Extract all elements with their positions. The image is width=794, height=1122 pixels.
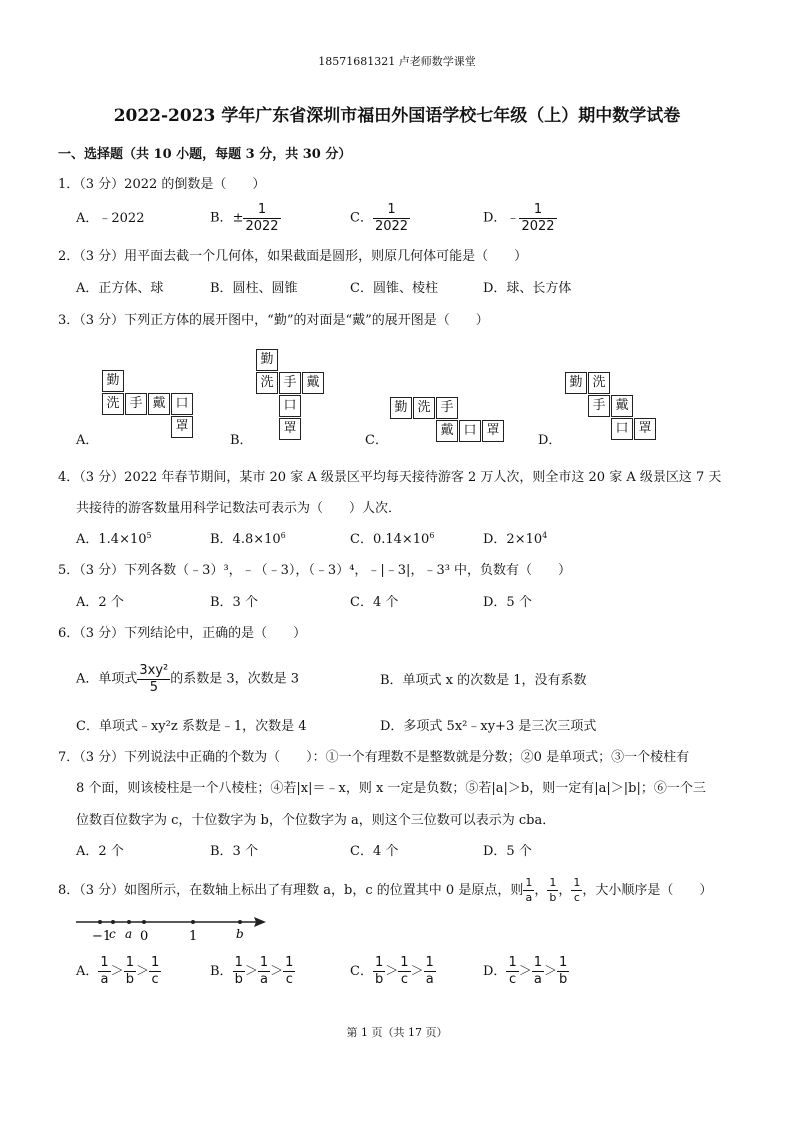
q8-option-d: D． $\frac{1}{c}$ ＞ $\frac{1}{a}$ ＞ $\frac{1}{b}$ xyxy=(483,954,568,987)
page-header: 18571681321 卢老师数学课堂 xyxy=(318,55,476,68)
q6-option-b: B．单项式 x 的次数是 1，没有系数 xyxy=(380,673,587,688)
q7-option-b: B．3 个 xyxy=(210,844,258,859)
question-4-line-2: 共接待的游客数量用科学记数法可表示为（ ）人次． xyxy=(76,501,402,516)
net-cell: 口 xyxy=(611,418,633,440)
q7-option-a: A．2 个 xyxy=(76,844,124,859)
net-cell: 罩 xyxy=(634,418,656,440)
q3-option-a: A． xyxy=(76,433,99,448)
net-cell: 罩 xyxy=(279,418,301,440)
q5-option-a: A．2 个 xyxy=(76,595,124,610)
q2-option-a: A．正方体、球 xyxy=(76,281,164,296)
question-7-line-1: 7．（3 分）下列说法中正确的个数为（ ）：①一个有理数不是整数就是分数；②0 是单项式；③一个棱柱有 xyxy=(58,750,690,765)
net-cell: 口 xyxy=(459,420,481,442)
net-cell: 洗 xyxy=(256,372,278,394)
net-cell: 手 xyxy=(125,393,147,415)
question-8-stem: 8．（3 分）如图所示，在数轴上标出了有理数 a，b，c 的位置其中 0 是原点，则 $\frac{1}{a}$ ， $\frac{1}{b}$ ， $\frac{1}{c}$ ，大小顺序是（ ） xyxy=(58,875,713,904)
label-a: a xyxy=(125,927,133,941)
net-cell: 洗 xyxy=(102,393,124,415)
q1-option-a: A．﹣2022 xyxy=(76,211,145,226)
net-cell: 手 xyxy=(279,372,301,394)
question-3-stem: 3．（3 分）下列正方体的展开图中，“勤”的对面是“戴”的展开图是（ ） xyxy=(58,313,489,328)
label-b: b xyxy=(236,927,244,941)
q6-option-a: A．单项式 $\frac{\text{3xy²}}{5}$ 的系数是 3，次数是 3 xyxy=(76,663,300,695)
net-cell: 戴 xyxy=(148,393,170,415)
question-2-stem: 2．（3 分）用平面去截一个几何体，如果截面是圆形，则原几何体可能是（ ） xyxy=(58,249,528,264)
q1-option-b: B．± $\frac{1}{2022}$ xyxy=(210,202,279,234)
net-cell: 戴 xyxy=(302,372,324,394)
q5-option-c: C．4 个 xyxy=(350,595,399,610)
page-footer: 第 1 页（共 17 页） xyxy=(346,1026,448,1039)
section-heading: 一、选择题（共 10 小题，每题 3 分，共 30 分） xyxy=(58,147,352,162)
q2-option-d: D．球、长方体 xyxy=(483,281,572,296)
q6-option-d: D．多项式 5x²﹣xy+3 是三次三项式 xyxy=(380,719,597,734)
net-cell: 戴 xyxy=(436,420,458,442)
q4-option-b: B．$4.8\times 10^6$ xyxy=(210,531,286,547)
question-1-stem: 1．（3 分）2022 的倒数是（ ） xyxy=(58,177,266,192)
q7-option-c: C．4 个 xyxy=(350,844,399,859)
q8-option-c: C． $\frac{1}{b}$ ＞ $\frac{1}{c}$ ＞ $\frac{1}{a}$ xyxy=(350,954,434,987)
net-cell: 勤 xyxy=(390,397,412,419)
number-line-figure xyxy=(74,912,274,946)
net-cell: 勤 xyxy=(256,349,278,371)
net-cell: 洗 xyxy=(413,397,435,419)
q3-option-c: C． xyxy=(365,433,388,448)
q5-option-d: D．5 个 xyxy=(483,595,532,610)
q6-option-c: C．单项式﹣xy²z 系数是﹣1，次数是 4 xyxy=(76,719,307,734)
q2-option-c: C．圆锥、棱柱 xyxy=(350,281,438,296)
q3-option-d: D． xyxy=(538,433,562,448)
net-cell: 洗 xyxy=(588,372,610,394)
net-cell: 勤 xyxy=(102,370,124,392)
tick-b xyxy=(238,920,242,924)
net-cell: 手 xyxy=(588,395,610,417)
q4-option-a: A．$1.4\times 10^5$ xyxy=(76,531,152,547)
question-7-line-2: 8 个面，则该棱柱是一个八棱柱；④若|x|＝﹣x，则 x 一定是负数；⑤若|a|＞b，则一定有|a|＞|b|；⑥一个三 xyxy=(76,781,706,796)
q8-option-b: B． $\frac{1}{b}$ ＞ $\frac{1}{a}$ ＞ $\frac{1}{c}$ xyxy=(210,954,294,987)
net-cell: 勤 xyxy=(565,372,587,394)
net-cell: 罩 xyxy=(482,420,504,442)
net-cell: 罩 xyxy=(171,416,193,438)
q1-option-c: C． $\frac{1}{2022}$ xyxy=(350,202,409,234)
q3-option-b: B． xyxy=(230,433,253,448)
label-one: 1 xyxy=(189,929,198,944)
q4-option-c: C．$0.14\times 10^6$ xyxy=(350,531,435,547)
question-7-line-3: 位数百位数字为 c，十位数字为 b，个位数字为 a，则这个三位数可以表示为 cba． xyxy=(76,813,556,828)
q1-option-d: D．﹣ $\frac{1}{2022}$ xyxy=(483,202,555,234)
q2-option-b: B．圆柱、圆锥 xyxy=(210,281,298,296)
label-c: c xyxy=(109,927,116,941)
net-cell: 戴 xyxy=(611,395,633,417)
q5-option-b: B．3 个 xyxy=(210,595,258,610)
net-cell: 口 xyxy=(279,395,301,417)
tick-one xyxy=(191,920,195,924)
question-6-stem: 6．（3 分）下列结论中，正确的是（ ） xyxy=(58,626,307,641)
question-4-line-1: 4．（3 分）2022 年春节期间，某市 20 家 A 级景区平均每天接待游客 2 万人次，则全市这 20 家 A 级景区这 7 天 xyxy=(58,470,722,485)
q7-option-d: D．5 个 xyxy=(483,844,532,859)
net-cell: 手 xyxy=(436,397,458,419)
q4-option-d: D．$2\times 10^4$ xyxy=(483,531,548,547)
question-5-stem: 5．（3 分）下列各数（﹣3）³，﹣（﹣3），（﹣3）⁴，﹣|﹣3|，﹣3³ 中，负数有（ ） xyxy=(58,563,572,578)
tick-zero xyxy=(142,920,146,924)
label-minus-one: −1 xyxy=(92,929,112,944)
exam-title: 2022-2023 学年广东省深圳市福田外国语学校七年级（上）期中数学试卷 xyxy=(113,106,681,126)
label-zero: 0 xyxy=(140,929,149,944)
tick-c xyxy=(111,920,115,924)
tick-a xyxy=(127,920,131,924)
q8-option-a: A． $\frac{1}{a}$ ＞ $\frac{1}{b}$ ＞ $\frac{1}{c}$ xyxy=(76,954,160,987)
net-cell: 口 xyxy=(171,393,193,415)
tick-minus-one xyxy=(98,920,102,924)
